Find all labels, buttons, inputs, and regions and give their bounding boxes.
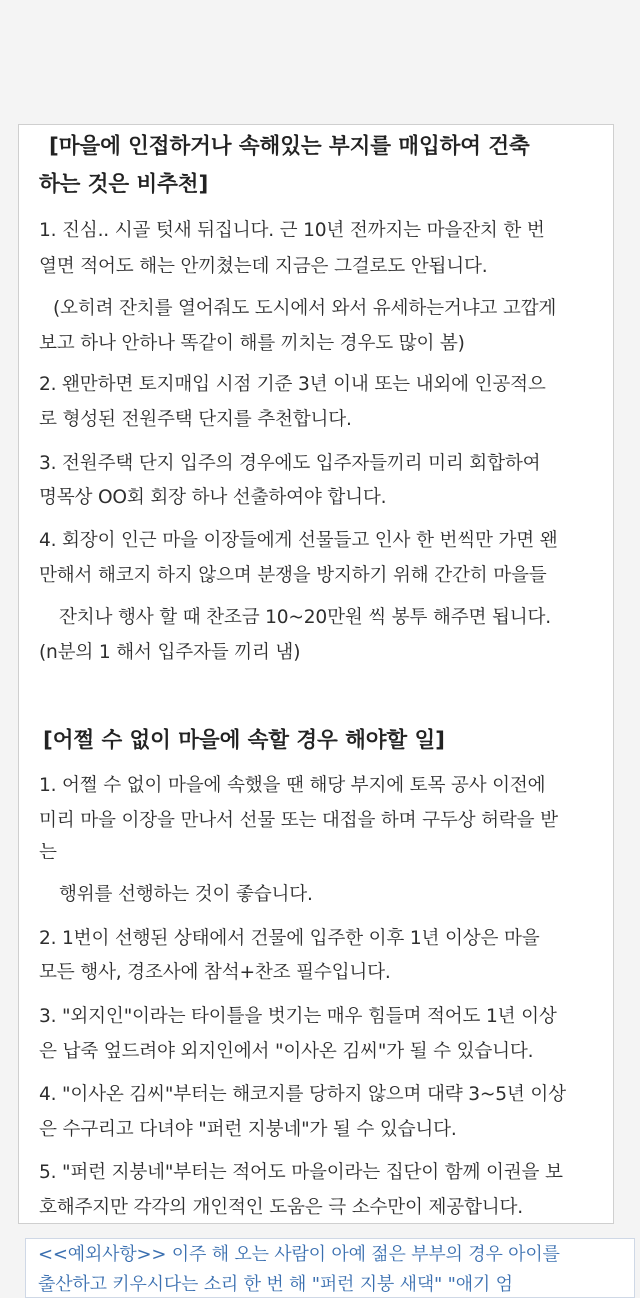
exception-note-line: 출산하고 키우시다는 소리 한 번 해 "퍼런 지붕 새댁" "애기 엄 <box>38 1274 513 1295</box>
section2-text-line: 2. 1번이 선행된 상태에서 건물에 입주한 이후 1년 이상은 마을 <box>39 928 540 949</box>
section1-text-line: 명목상 OO회 회장 하나 선출하여야 합니다. <box>39 487 387 508</box>
section1-heading-line2: 하는 것은 비추천] <box>39 172 209 197</box>
section2-text-line: 행위를 선행하는 것이 좋습니다. <box>59 884 313 905</box>
section1-text-line: 만해서 해코지 하지 않으며 분쟁을 방지하기 위해 간간히 마을들 <box>39 565 547 586</box>
section1-text-line: 로 형성된 전원주택 단지를 추천합니다. <box>39 409 352 430</box>
section1-text-line: 4. 회장이 인근 마을 이장들에게 선물들고 인사 한 번씩만 가면 왠 <box>39 530 558 551</box>
section1-text-line: 1. 진심.. 시골 텃새 뒤집니다. 근 10년 전까지는 마을잔치 한 번 <box>39 220 545 241</box>
section1-text-line: (오히려 잔치를 열어줘도 도시에서 와서 유세하는거냐고 고깝게 <box>53 298 557 319</box>
section1-text-line: 열면 적어도 해는 안끼쳤는데 지금은 그걸로도 안됩니다. <box>39 256 488 277</box>
section2-text-line: 호해주지만 각각의 개인적인 도움은 극 소수만이 제공합니다. <box>39 1197 524 1218</box>
section2-text-line: 는 <box>39 842 57 863</box>
section2-text-line: 5. "퍼런 지붕네"부터는 적어도 마을이라는 집단이 함께 이권을 보 <box>39 1162 563 1183</box>
section1-text-line: 잔치나 행사 할 때 찬조금 10~20만원 씩 봉투 해주면 됩니다. <box>59 607 551 628</box>
exception-note-card <box>25 1238 635 1298</box>
section1-heading-line1: [마을에 인접하거나 속해있는 부지를 매입하여 건축 <box>49 134 530 159</box>
section1-text-line: 보고 하나 안하나 똑같이 해를 끼치는 경우도 많이 봄) <box>39 333 465 354</box>
section2-text-line: 은 수구리고 다녀야 "퍼런 지붕네"가 될 수 있습니다. <box>39 1119 457 1140</box>
section2-text-line: 미리 마을 이장을 만나서 선물 또는 대접을 하며 구두상 허락을 받 <box>39 810 558 831</box>
section1-text-line: 2. 왠만하면 토지매입 시점 기준 3년 이내 또는 내외에 인공적으 <box>39 374 546 395</box>
section2-text-line: 은 납죽 엎드려야 외지인에서 "이사온 김씨"가 될 수 있습니다. <box>39 1041 534 1062</box>
section2-text-line: 3. "외지인"이라는 타이틀을 벗기는 매우 힘들며 적어도 1년 이상 <box>39 1006 557 1027</box>
section1-text-line: 3. 전원주택 단지 입주의 경우에도 입주자들끼리 미리 회합하여 <box>39 453 541 474</box>
section1-text-line: (n분의 1 해서 입주자들 끼리 냄) <box>39 642 301 663</box>
section2-text-line: 1. 어쩔 수 없이 마을에 속했을 땐 해당 부지에 토목 공사 이전에 <box>39 775 546 796</box>
section2-heading: [어쩔 수 없이 마을에 속할 경우 해야할 일] <box>43 728 445 753</box>
section2-text-line: 4. "이사온 김씨"부터는 해코지를 당하지 않으며 대략 3~5년 이상 <box>39 1084 566 1105</box>
exception-note-line: <<예외사항>> 이주 해 오는 사람이 아예 젊은 부부의 경우 아이를 <box>38 1244 560 1265</box>
document-card <box>18 124 614 1224</box>
section2-text-line: 모든 행사, 경조사에 참석+찬조 필수입니다. <box>39 962 391 983</box>
